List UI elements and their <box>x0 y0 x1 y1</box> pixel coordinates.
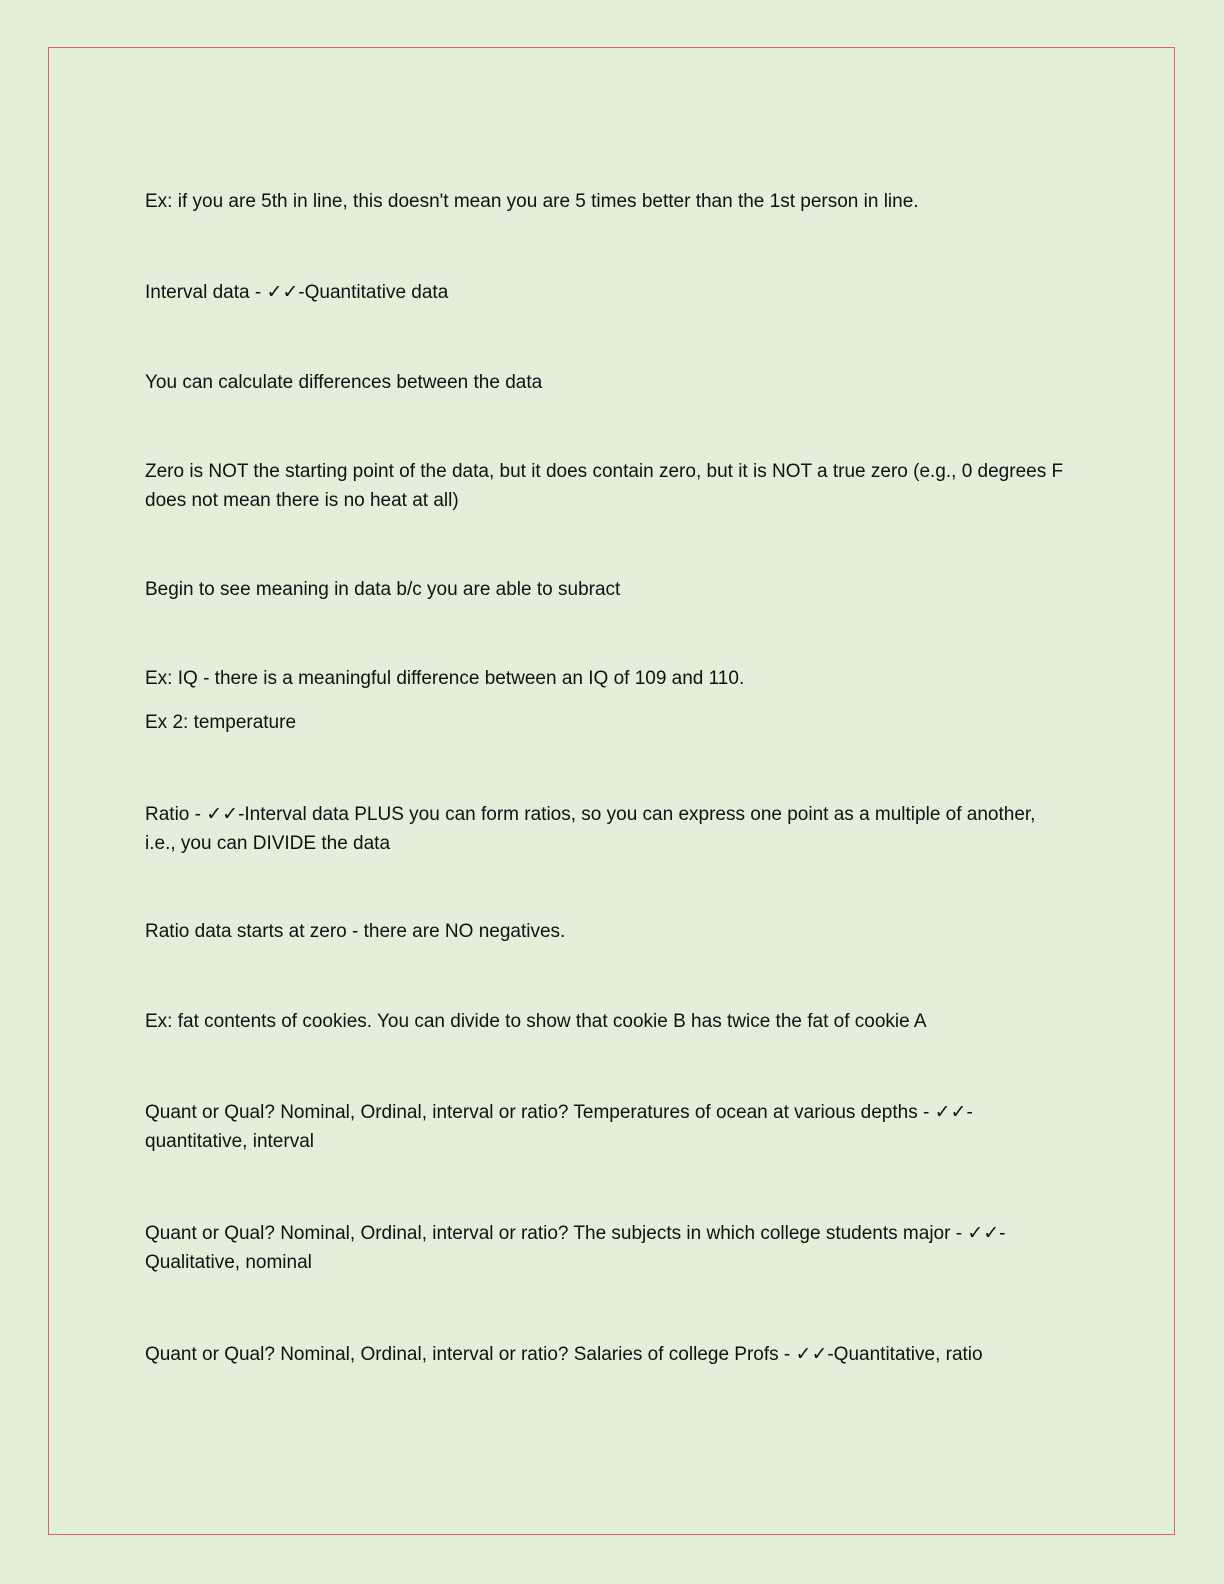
page-border <box>48 47 1175 1535</box>
paragraph: Quant or Qual? Nominal, Ordinal, interval or ratio? Temperatures of ocean at various depths - ✓✓-quantitative, interval <box>145 1102 973 1152</box>
paragraph: Ex: if you are 5th in line, this doesn't mean you are 5 times better than the 1st person in line. <box>145 191 919 212</box>
paragraph: You can calculate differences between the data <box>145 372 543 393</box>
paragraph: Ex: IQ - there is a meaningful difference between an IQ of 109 and 110. <box>145 668 745 689</box>
paragraph: Ex: fat contents of cookies. You can divide to show that cookie B has twice the fat of cookie A <box>145 1011 927 1032</box>
paragraph: Zero is NOT the starting point of the data, but it does contain zero, but it is NOT a true zero (e.g., 0 degrees F does not mean there is no heat at all) <box>145 461 1064 511</box>
paragraph: Interval data - ✓✓-Quantitative data <box>145 282 449 303</box>
paragraph: Begin to see meaning in data b/c you are able to subract <box>145 579 621 600</box>
paragraph: Ratio data starts at zero - there are NO negatives. <box>145 921 566 942</box>
paragraph: Quant or Qual? Nominal, Ordinal, interval or ratio? The subjects in which college students major - ✓✓-Qualitative, nominal <box>145 1223 1006 1273</box>
paragraph: Ex 2: temperature <box>145 712 297 733</box>
paragraph: Ratio - ✓✓-Interval data PLUS you can form ratios, so you can express one point as a multiple of another, i.e., you can DIVIDE the data <box>145 804 1036 854</box>
paragraph: Quant or Qual? Nominal, Ordinal, interval or ratio? Salaries of college Profs - ✓✓-Quantitative, ratio <box>145 1344 983 1365</box>
